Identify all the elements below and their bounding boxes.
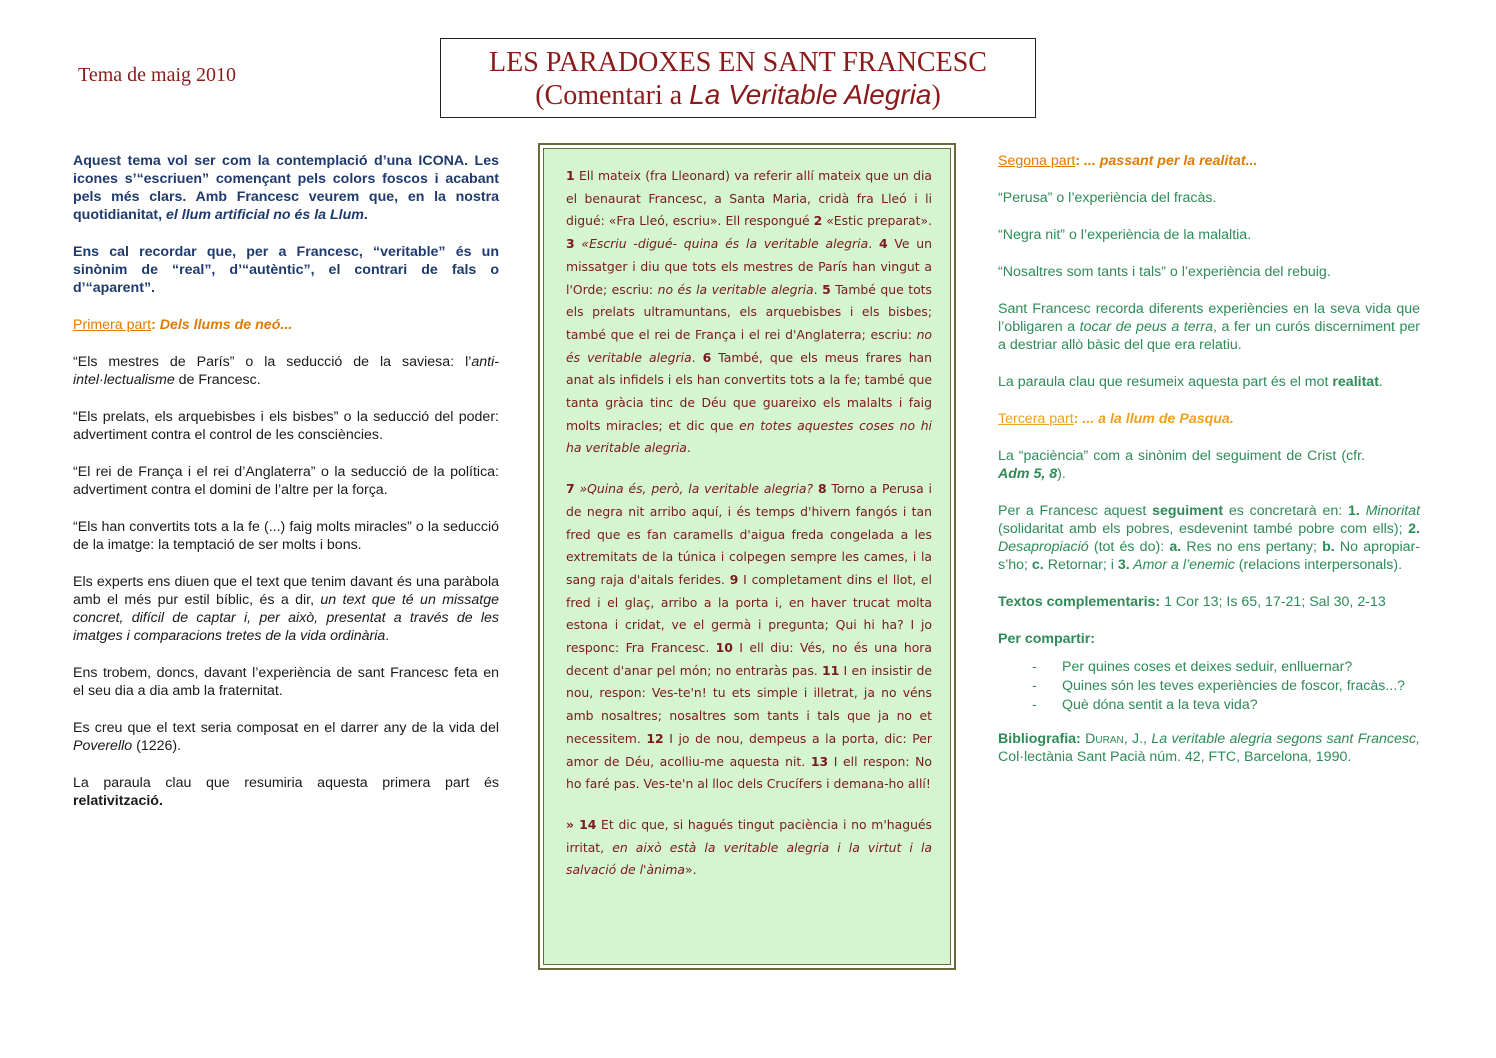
paragraph: Es creu que el text seria composat en el darrer any de la vida del Poverello (1226). <box>73 720 499 754</box>
right-column <box>998 152 1420 785</box>
paragraph: “Els han convertits tots a la fe (...) faig molts miracles” o la seducció de la imatge: la temptació de ser molts i bons. <box>73 519 499 553</box>
page-subtitle: (Comentari a La Veritable Alegria) <box>535 79 941 111</box>
text-box <box>538 143 956 970</box>
page-title: LES PARADOXES EN SANT FRANCESC <box>489 47 987 78</box>
question-list <box>998 658 1420 714</box>
paragraph: “El rei de França i el rei d’Anglaterra” o la seducció de la política: advertiment contra el domini de l’altre per la força. <box>73 464 499 498</box>
source-text: 7 »Quina és, però, la veritable alegria? 8 Torno a Perusa i de negra nit arribo aquí, i és temps d'hivern fangós i tan fred que es fan caramells d'aigua freda congelada a les extremitats de la túnica i colpegen sempre les cames, i la sang raja d'aitals ferides. 9 I completament dins el llot, el fred i el glaç, arribo a la porta i, en haver trucat molta estona i cridat, ve el germà i pregunta; Qui hi ha? I jo responc: Fra Francesc. 10 I ell diu: Vés, no és una hora decent d'anar pel món; no entraràs pas. 11 I en insistir de nou, respon: Ves-te'n! tu ets simple i illetrat, ja no véns amb nosaltres; nosaltres som tants i tals que ja no et necessitem. 12 I jo de nou, dempeus a la porta, dic: Per amor de Déu, acolliu-me aquesta nit. 13 I ell respon: No ho faré pas. Ves-te'n al lloc dels Crucífers i demana-ho allí! <box>566 481 933 792</box>
paragraph: Ens trobem, doncs, davant l’experiència de sant Francesc feta en el seu dia a dia amb la fraternitat. <box>73 665 499 699</box>
text-box-inner <box>543 148 951 965</box>
part2-heading: Segona part: ... passant per la realitat... <box>998 153 1258 169</box>
paragraph: Els experts ens diuen que el text que tenim davant és una paràbola amb el més pur estil bíblic, és a dir, un text que té un missatge concret, difícil de captar i, per això, presentat a través de les imatges i comparacions tretes de la vida ordinària. <box>73 574 499 644</box>
paragraph: La paraula clau que resumeix aquesta part és el mot realitat. <box>998 374 1383 390</box>
paragraph: “Perusa” o l’experiència del fracàs. <box>998 190 1217 206</box>
paragraph: “Els mestres de París” o la seducció de la saviesa: l’anti-intel·lectualisme de Francesc. <box>73 354 499 388</box>
paragraph: Per a Francesc aquest seguiment es concretarà en: 1. Minoritat (solidaritat amb els pobres, esdevenint també pobre com ells); 2. Desapropiació (tot és do): a. Res no ens pertany; b. No apropiar-s’ho; c. Retornar; i 3. Amor a l’enemic (relacions interpersonals). <box>998 503 1421 573</box>
intro-paragraph-2: Ens cal recordar que, per a Francesc, “veritable” és un sinònim de “real”, d’“autèntic”, el contrari de fals o d’“aparent”. <box>73 244 499 296</box>
part3-heading: Tercera part: ... a la llum de Pasqua. <box>998 411 1234 427</box>
paragraph: Sant Francesc recorda diferents experiències en la seva vida que l’obligaren a tocar de peus a terra, a fer un curós discerniment per a destriar allò bàsic del que era relatiu. <box>998 301 1421 353</box>
source-text: » 14 Et dic que, si hagués tingut paciència i no m'hagués irritat, en això està la veritable alegria i la virtut i la salvació de l'ànima». <box>566 816 933 878</box>
bibliography: Bibliografia: Duran, J., La veritable alegria segons sant Francesc, Col·lectània Sant Pacià núm. 42, FTC, Barcelona, 1990. <box>998 731 1421 765</box>
paragraph: La “paciència” com a sinònim del seguiment de Crist (cfr. Adm 5, 8). <box>998 448 1365 482</box>
intro-paragraph: Aquest tema vol ser com la contemplació d’una ICONA. Les icones s’“escriuen” començant pels colors foscos i acabant pels més clars. Amb Francesc veurem que, en la nostra quotidianitat, el llum artificial no és la Llum. <box>73 153 499 223</box>
left-column <box>73 152 499 829</box>
paragraph: “Negra nit” o l’experiència de la malaltia. <box>998 227 1252 243</box>
part1-heading: Primera part: Dels llums de neó... <box>73 317 293 333</box>
title-box <box>440 38 1036 118</box>
list-item: - Per quines coses et deixes seduir, enlluernar? <box>1032 658 1420 676</box>
share-heading: Per compartir: <box>998 631 1095 647</box>
theme-date: Tema de maig 2010 <box>78 64 236 86</box>
source-text: 1 Ell mateix (fra Lleonard) va referir allí mateix que un dia el benaurat Francesc, a Santa Maria, cridà fra Lleó i li digué: «Fra Lleó, escriu». Ell respongué 2 «Estic preparat». 3 «Escriu -digué- quina és la veritable alegria. 4 Ve un missatger i diu que tots els mestres de París han vingut a l'Orde; escriu: no és la veritable alegria. 5 També que tots els prelats ultramuntans, els arquebisbes i els bisbes; també que el rei de França i el rei d'Anglaterra; escriu: no és veritable alegria. 6 També, que els meus frares han anat als infidels i els han convertits tots a la fe; també que tanta gràcia tinc de Déu que guareixo els malalts i faig molts miracles; et dic que en totes aquestes coses no hi ha veritable alegria. <box>566 168 932 456</box>
list-item: - Quines són les teves experiències de foscor, fracàs...? <box>1032 677 1420 695</box>
complementary-texts: Textos complementaris: 1 Cor 13; Is 65, 17-21; Sal 30, 2-13 <box>998 594 1386 610</box>
paragraph: “Els prelats, els arquebisbes i els bisbes” o la seducció del poder: advertiment contra el control de les consciències. <box>73 409 499 443</box>
paragraph: “Nosaltres som tants i tals” o l’experiència del rebuig. <box>998 264 1331 280</box>
paragraph: La paraula clau que resumiria aquesta primera part és relativització. <box>73 775 499 809</box>
list-item: - Què dóna sentit a la teva vida? <box>1032 696 1420 714</box>
